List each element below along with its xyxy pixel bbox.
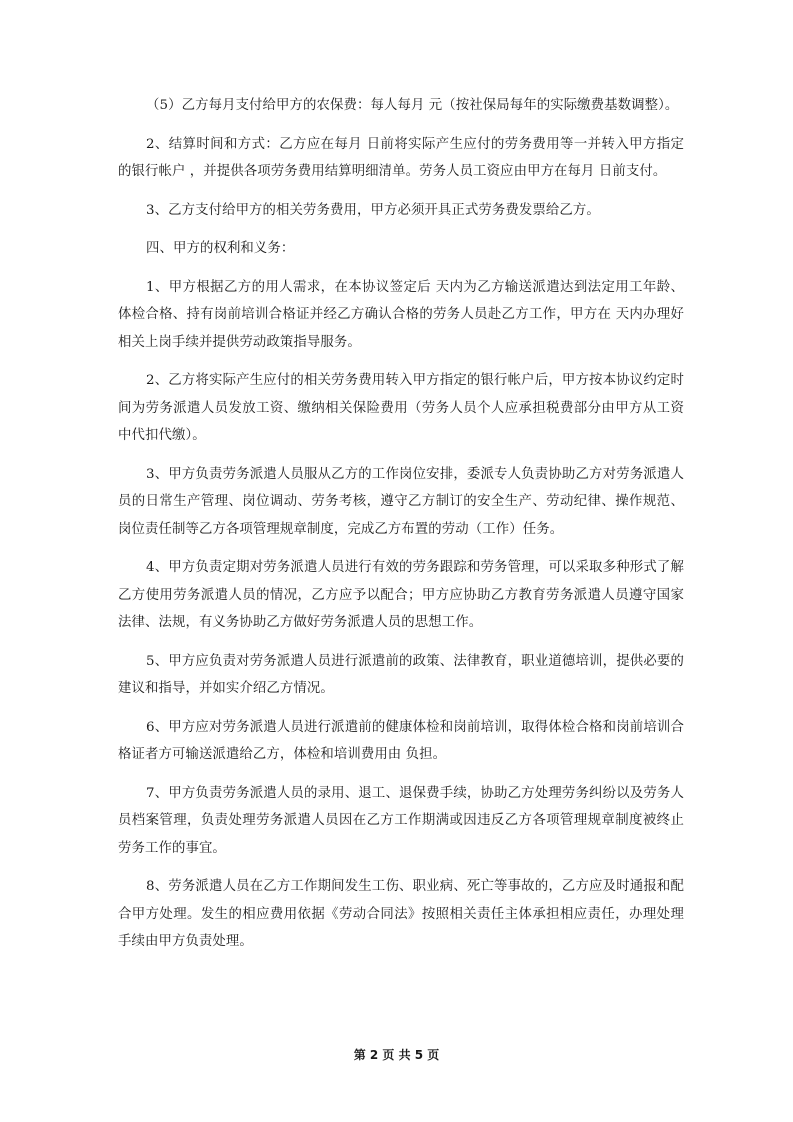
paragraph-invoice: 3、乙方支付给甲方的相关劳务费用，甲方必须开具正式劳务费发票给乙方。 <box>146 202 600 218</box>
paragraph-clause-4: 4、甲方负责定期对劳务派遣人员进行有效的劳务跟踪和劳务管理，可以采取多种形式了解乙方使用劳务派遣人员的情况，乙方应予以配合；甲方应协助乙方教育劳务派遣人员遵守国家法律、法规，有义务协助乙方做好劳务派遣人员的思想工作。 <box>118 560 684 630</box>
document-body <box>118 92 684 967</box>
paragraph-clause-8: 8、劳务派遣人员在乙方工作期间发生工伤、职业病、死亡等事故的，乙方应及时通报和配合甲方处理。发生的相应费用依据《劳动合同法》按照相关责任主体承担相应责任，办理处理手续由甲方负责处理。 <box>118 879 684 949</box>
paragraph-clause-1: 1、甲方根据乙方的用人需求，在本协议签定后 天内为乙方输送派遣达到法定用工年龄、体检合格、持有岗前培训合格证并经乙方确认合格的劳务人员赴乙方工作，甲方在 天内办理好相关上岗手续并提供劳动政策指导服务。 <box>118 279 684 350</box>
paragraph-clause-3: 3、甲方负责劳务派遣人员服从乙方的工作岗位安排，委派专人负责协助乙方对劳务派遣人员的日常生产管理、岗位调动、劳务考核，遵守乙方制订的安全生产、劳动纪律、操作规范、岗位责任制等乙方各项管理规章制度，完成乙方布置的劳动（工作）任务。 <box>118 466 684 537</box>
section-heading-party-a-rights: 四、甲方的权利和义务： <box>146 241 295 256</box>
paragraph-clause-2: 2、乙方将实际产生应付的相关劳务费用转入甲方指定的银行帐户后，甲方按本协议约定时间为劳务派遣人员发放工资、缴纳相关保险费用（劳务人员个人应承担税费部分由甲方从工资中代扣代缴）。 <box>118 373 684 443</box>
paragraph-farm-insurance-fee: （5）乙方每月支付给甲方的农保费：每人每月 元（按社保局每年的实际缴费基数调整）。 <box>146 98 679 113</box>
paragraph-clause-7: 7、甲方负责劳务派遣人员的录用、退工、退保费手续，协助乙方处理劳务纠纷以及劳务人员档案管理，负责处理劳务派遣人员因在乙方工作期满或因违反乙方各项管理规章制度被终止劳务工作的事宜。 <box>118 785 684 856</box>
paragraph-clause-5: 5、甲方应负责对劳务派遣人员进行派遣前的政策、法律教育，职业道德培训，提供必要的建议和指导，并如实介绍乙方情况。 <box>118 653 684 696</box>
page-number-footer: 第 2 页 共 5 页 <box>353 1048 440 1062</box>
paragraph-settlement-method: 2、结算时间和方式：乙方应在每月 日前将实际产生应付的劳务费用等一并转入甲方指定的银行帐户 ，并提供各项劳务费用结算明细清单。劳务人员工资应由甲方在每月 日前支付。 <box>118 136 684 179</box>
paragraph-clause-6: 6、甲方应对劳务派遣人员进行派遣前的健康体检和岗前培训，取得体检合格和岗前培训合格证者方可输送派遣给乙方，体检和培训费用由 负担。 <box>118 719 684 762</box>
